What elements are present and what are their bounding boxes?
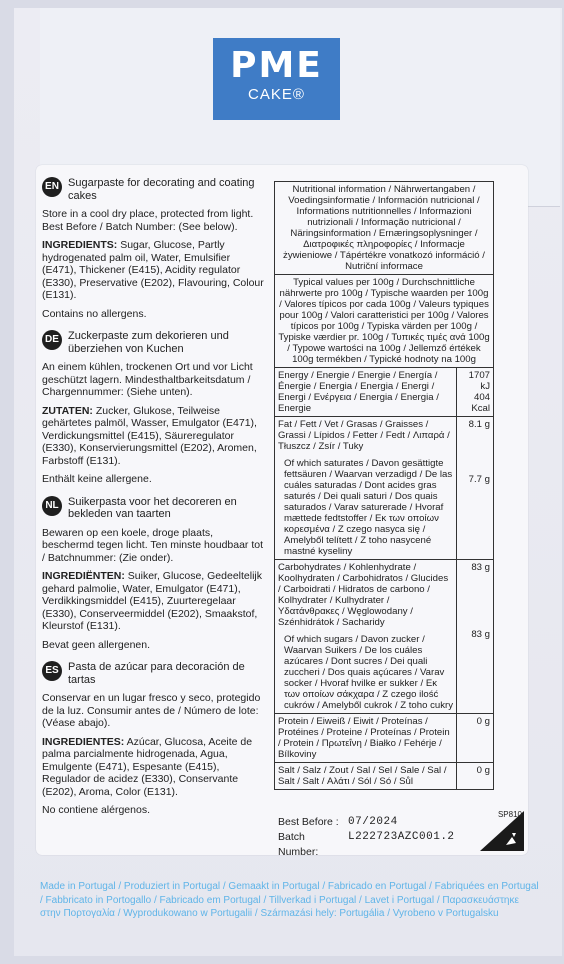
product-label [36,165,528,858]
lang-badge: DE [42,330,62,350]
allergen-text: Contains no allergens. [42,307,147,320]
lang-badge: EN [42,177,62,197]
allergen-text: Enthält keine allergene. [42,473,152,485]
nutrient-label: Energy / Energie / Energie / Energía / Énergie / Energia / Energia / Energi / Energi / Ενέργεια / Energia / Energia / Energie [275,368,457,417]
nutrient-sub-label: Of which saturates / Davon gesättigte fettsäuren / Waarvan verzadigd / De las cuáles saturadas / Dont acides gras saturés / Dei quali saturi / Dos quais saturados / Varav saturerade / Hvoraf mættede fedtstoffer / Εκ των οποίων κορεσμένα / Z czego nasyca się / Amelyből telített / Z toho nasycené mastné kyseliny [284,458,453,557]
table-row [275,714,494,763]
allergen-text: Bevat geen allergenen. [42,638,150,651]
nutrient-value: 0 g [457,763,494,790]
batch-label: Batch Number: [278,831,319,858]
table-row [275,560,494,714]
nutrient-label: Salt / Salz / Zout / Sal / Sel / Sale / Sal / Salt / Salt / Αλάτι / Sól / Só / Sůl [275,763,457,790]
lang-title: Suikerpasta voor het decoreren en bekleden van taarten [68,495,237,520]
per100-header: Typical values per 100g / Durchschnittliche nährwerte pro 100g / Typische waarden per 100g / Valores típicos por cada 100g / Valeurs typiques pour 100g / Valori caratteristici per 100g / Valores típicos por 100g / Typiska värden per 100g / Typiske værdier pr. 100g / Τυπικές τιμές ανά 100g / Typowe wartości na 100g / Jellemző értékek 100g termékben / Typické hodnoty na 100g [275,275,494,368]
recycle-icon [476,807,524,851]
pme-logo [213,38,340,120]
lang-section-es [42,661,266,817]
table-row [275,417,494,560]
logo-subtitle: CAKE® [248,86,305,103]
storage-text: Store in a cool dry place, protected from light. Best Before / Batch Number: (See below). [42,208,254,233]
lang-badge: NL [42,496,62,516]
nutrient-value: 1707 kJ 404 Kcal [457,368,494,417]
lang-title: Zuckerpaste zum dekorieren und überziehen von Kuchen [68,330,229,355]
ingredients-text: ZUTATEN: Zucker, Glukose, Teilweise gehärtetes palmöl, Wasser, Emulgator (E471), Verdickungsmittel (E415), Säureregulator (E330), Konservierungsmittel (E202), Aromen, Farbstoff (E131). [42,404,257,467]
ingredients-text: INGREDIËNTEN: Suiker, Glucose, Gedeeltelijk gehard palmolie, Water, Emulgator (E471), Verdikkingsmiddel (E415), Zuurteregelaar (E330), Conserveermiddel (E202), Smaakstof, Kleurstof (E131). [42,570,262,632]
recycle-code: SP810 [497,810,522,819]
storage-text: An einem kühlen, trockenen Ort und vor Licht geschützt lagern. Mindesthaltbarkeitsdatum / Chargennummer: (Siehe unten). [42,361,253,398]
table-row [275,763,494,790]
ingredients-text: INGREDIENTS: Sugar, Glucose, Partly hydrogenated palm oil, Water, Emulsifier (E471), Thickener (E415), Acidity regulator (E330), Preservative (E202), Flavouring, Colour (E131). [42,239,264,301]
nutrition-table [274,181,494,790]
nutrition-header-row [275,182,494,275]
made-in-text: Made in Portugal / Produziert in Portugal / Gemaakt in Portugal / Fabricado en Portugal / Fabriquées en Portugal / Fabbricato in Portogallo / Fabricado em Portugal / Tillverkad i Portugal / Lavet i Portugal / Παρασκευάστηκε στην Πορτογαλία / Wyprodukowano w Portugalii / Származási hely: Portugália / Vyrobeno v Portugalsku [40,881,539,919]
batch-info [278,815,508,860]
lang-badge: ES [42,661,62,681]
lang-title: Pasta de azúcar para decoración de tartas [68,661,245,686]
lang-section-de [42,330,266,486]
nutrient-sub-value: 7.7 g [468,474,490,485]
allergen-text: No contiene alérgenos. [42,804,150,816]
nutrient-label: Protein / Eiweiß / Eiwit / Proteínas / Protéines / Proteine / Proteínas / Protein / Protein / Πρωτεΐνη / Białko / Fehérje / Bílkoviny [275,714,457,763]
storage-text: Conservar en un lugar fresco y seco, protegido de la luz. Consumir antes de / Número de lote: (Véase abajo). [42,692,261,729]
batch-value: L222723AZC001.2 [348,831,455,843]
nutrient-value: 0 g [457,714,494,763]
lang-section-en [42,177,266,320]
nutrient-value: 83 g [471,562,490,573]
nutrient-sub-label: Of which sugars / Davon zucker / Waarvan Suikers / De los cuáles azúcares / Dont sucres / Dei quali zuccheri / Dos quais açúcares / Varav socker / Hvoraf hvilke er sukker / Εκ των οποίων σάκχαρα / Z czego ilość cukrów / Amelyből cukrok / Z toho cukry [284,634,454,711]
best-before-value: 07/2024 [348,816,398,828]
nutrient-label: Fat / Fett / Vet / Grasas / Graisses / Grassi / Lípidos / Fetter / Fedt / Λιπαρά / Tłuszcz / Zsír / Tuky [278,419,450,452]
table-row [275,368,494,417]
logo-brand: PME [230,45,323,86]
nutrient-sub-value: 83 g [471,629,490,640]
lang-section-nl [42,496,266,652]
best-before-label: Best Before : [278,816,339,828]
nutrient-value: 8.1 g [468,419,490,430]
nutrition-header: Nutritional information / Nährwertangaben / Voedingsinformatie / Información nutricional / Informations nutritionnelles / Informazioni nutrizionali / Informação nutricional / Näringsinformation / Ernæringsoplysninger / Διατροφικές πληροφορίες / Informacje żywieniowe / Tápértékre vonatkozó információ / Nutriční informace [275,182,494,275]
language-column [42,177,266,827]
storage-text: Bewaren op een koele, droge plaats, beschermd tegen licht. Ten minste houdbaar tot / Batchnummer: (Zie onder). [42,526,264,564]
nutrition-column [274,181,494,790]
lang-title: Sugarpaste for decorating and coating cakes [68,177,255,202]
per100-row [275,275,494,368]
ingredients-text: INGREDIENTES: Azúcar, Glucosa, Aceite de palma parcialmente hidrogenada, Agua, Emulgente (E471), Espesante (E415), Regulador de acidez (E330), Conservante (E202), Aroma, Color (E131). [42,735,253,798]
nutrient-label: Carbohydrates / Kohlenhydrate / Koolhydraten / Carbohidratos / Glucides / Carboidrati / Hidratos de carbono / Kolhydrater / Kulhydrater / Υδατάνθρακες / Węglowodany / Szénhidrátok / Sacharidy [278,562,449,628]
